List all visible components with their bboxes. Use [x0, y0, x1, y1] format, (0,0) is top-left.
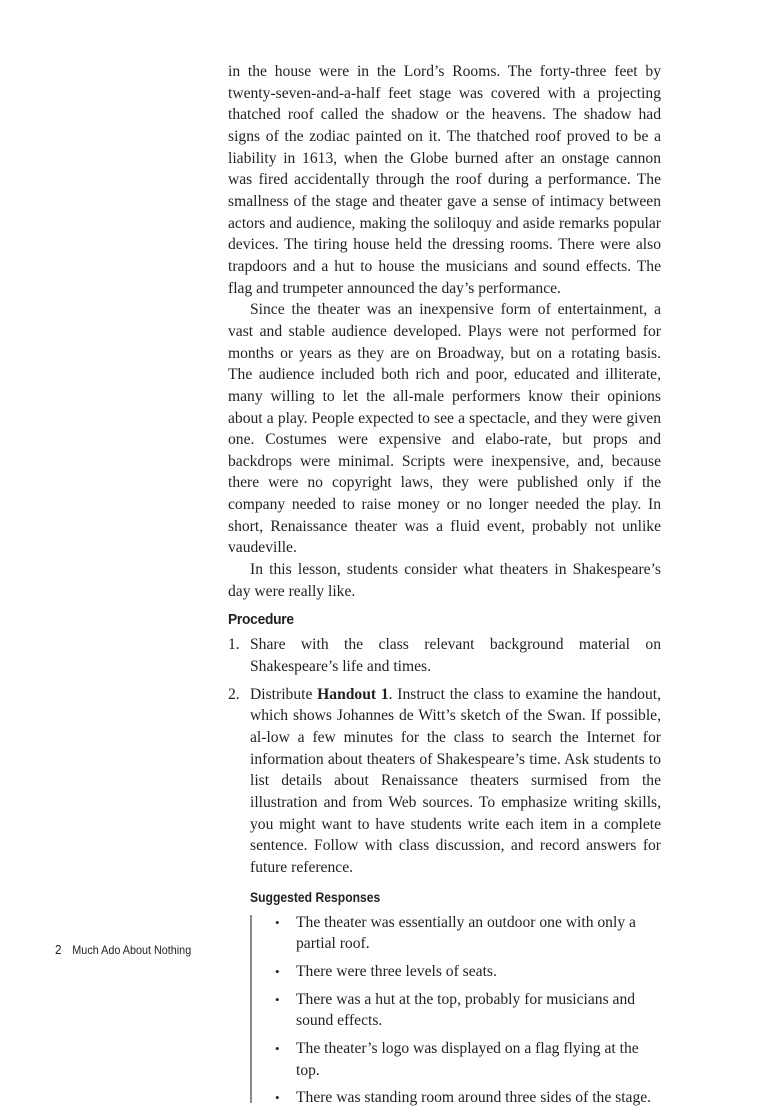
step-text: . Instruct the class to examine the handout, which shows Johannes de Witt’s sketch of the Swan. If possible, al-low a few minutes for the class to search the Internet for information about theaters of Shakespeare’s time. Ask students to list details about Renaissance theaters surmised from the illustration and from Web sources. To emphasize writing skills, you might want to have students write each item in a complete sentence. Follow with class discussion, and record answers for future reference.	[250, 685, 661, 876]
bullet-icon: •	[275, 963, 280, 979]
list-item	[275, 1087, 661, 1109]
step-number: 1.	[228, 636, 240, 654]
sidebar-rule	[250, 915, 252, 1103]
bullet-icon: •	[275, 914, 280, 930]
procedure-step	[228, 634, 661, 677]
bullet-icon: •	[275, 991, 280, 1007]
page-footer	[55, 942, 191, 957]
page-number: 2	[55, 942, 62, 957]
step-number: 2.	[228, 685, 240, 703]
procedure-heading: Procedure	[228, 611, 294, 629]
list-item-text: There was standing room around three sides of the stage.	[296, 1089, 652, 1107]
suggested-responses-heading: Suggested Responses	[250, 889, 381, 905]
list-item-text: The theater’s logo was displayed on a flag flying at the top.	[296, 1039, 639, 1079]
suggested-responses-block	[250, 912, 661, 1109]
procedure-list	[228, 634, 661, 878]
step-text-prefix: Distribute	[250, 685, 318, 703]
bullet-icon: •	[275, 1090, 280, 1106]
list-item-text: The theater was essentially an outdoor one with only a partial roof.	[296, 913, 636, 953]
body-paragraph-2: Since the theater was an inexpensive form of entertainment, a vast and stable audience developed. Plays were not performed for months or years as they are on Broadway, but on a rotating basis. The audience included both rich and poor, educated and illiterate, many willing to let the all-male performers know their opinions about a play. People expected to see a spectacle, and they were given one. Costumes were expensive and elabo-rate, but props and backdrops were minimal. Scripts were inexpensive, and, because there were no copyright laws, they were published only if the company needed to raise money or no longer needed the play. In short, Renaissance theater was a fluid event, probably not unlike vaudeville.	[228, 301, 661, 557]
list-item	[275, 961, 661, 983]
body-paragraph-1: in the house were in the Lord’s Rooms. The forty-three feet by twenty-seven-and-a-half feet stage was covered with a projecting thatched roof called the shadow or the heavens. The shadow had signs of the zodiac painted on it. The thatched roof proved to be a liability in 1613, when the Globe burned after an onstage cannon was fired accidentally through the roof during a performance. The smallness of the stage and theater gave a sense of intimacy between actors and audience, making the soliloquy and aside remarks popular devices. The tiring house held the dressing rooms. There were also trapdoors and a hut to house the musicians and sound effects. The flag and trumpeter announced the day’s performance.	[228, 63, 661, 297]
bullet-icon: •	[275, 1040, 280, 1056]
list-item	[275, 1038, 661, 1081]
procedure-step	[228, 684, 661, 879]
text-column	[228, 61, 661, 1115]
list-item-text: There was a hut at the top, probably for musicians and sound effects.	[296, 990, 636, 1030]
book-title: Much Ado About Nothing	[72, 943, 192, 957]
list-item	[275, 989, 661, 1032]
body-paragraph-3: In this lesson, students consider what theaters in Shakespeare’s day were really like.	[228, 561, 661, 600]
list-item-text: There were three levels of seats.	[296, 962, 497, 980]
suggested-responses-list	[275, 912, 661, 1109]
handout-reference: Handout 1	[317, 685, 389, 703]
list-item	[275, 912, 661, 955]
step-text: Share with the class relevant background material on Shakespeare’s life and times.	[250, 636, 661, 676]
